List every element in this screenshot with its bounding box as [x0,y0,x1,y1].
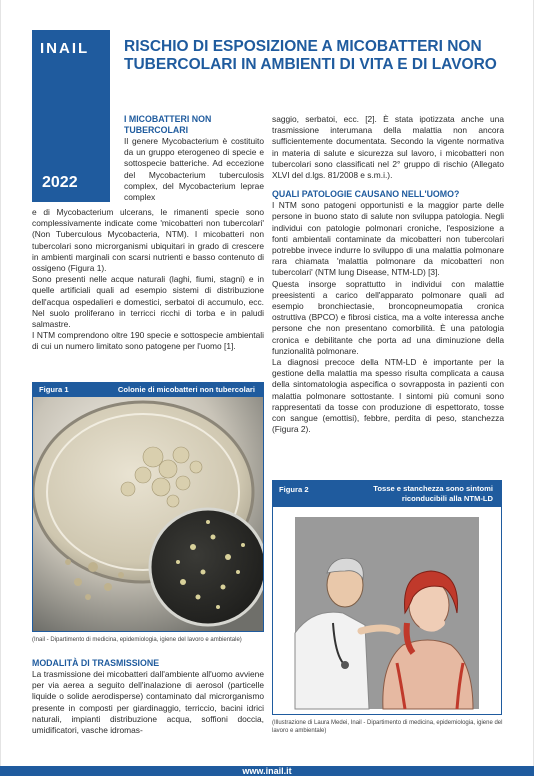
figure-2-header [273,481,501,507]
figure-1 [32,382,264,632]
petri-dish-photo [33,397,263,631]
page-title: RISCHIO DI ESPOSIZIONE A MICOBATTERI NON TUBERCOLARI IN AMBIENTI DI VITA E DI LAVORO [124,38,497,73]
col1-body [32,207,264,353]
doctor-patient-illustration [273,513,501,713]
figure-2-caption: Tosse e stanchezza sono sintomi riconducibili alla NTM-LD [373,484,493,503]
section-heading-patologie: QUALI PATOLOGIE CAUSANO NELL'UOMO? [272,189,460,200]
col1-bottom [32,658,264,736]
col1-paragraph-4: La trasmissione dei micobatteri dall'ambiente all'uomo avviene per via aerea a seguito dell'inalazione di aerosol (particelle liquide o solide aerodisperse) contaminato dal microrganismo presente in composti per giardinaggio, terriccio, bacini idrici naturali, impianti distribuzione acqua, soffioni doccia, umidificatori, vasche idromas- [32,669,264,736]
col2-paragraph-3: Questa insorge soprattutto in individui con malattie preesistenti a carico dell'apparato polmonare quali ad esempio bronchiectasie, broncopneumopatia cronica ostruttiva (BPCO) e fibrosi cistica, ma a volte interessa anche persone che non presentano comorbilità. È una patologia cronica e debilitante che porta ad una diminuzione della funzionalità polmonare. [272,278,504,356]
figure-2 [272,480,502,715]
col1-top [124,114,264,203]
col2-paragraph-4: La diagnosi precoce della NTM-LD è importante per la gestione della malattia ma spesso risulta complicata a causa della sintomatologia aspecifica o sovrapposta in pazienti con malattia polmonare sottostante. I sintomi più comuni sono rappresentati da tosse con produzione di espettorato, tosse con sangue (emottisi), febbre, perdita di peso, stanchezza (Figura 2). [272,357,504,435]
col1-paragraph-2: Sono presenti nelle acque naturali (laghi, fiumi, stagni) e in quelle artificiali quali ad esempio sistemi di distribuzione dell'acqua ospedalieri e domestici, serbatoi di accumulo, ecc. Nel suolo proliferano in terricci ricchi di torba e in paludi salmastre. [32,274,264,330]
figure-2-credit: (Illustrazione di Laura Medei, Inail - Dipartimento di medicina, epidemiologia, igiene del lavoro e ambientale) [272,720,503,734]
col1-paragraph-1-top: Il genere Mycobacterium è costituito da un gruppo eterogeneo di specie e sottospecie batteriche. Ad eccezione del Mycobacterium tuberculosis complex, del Mycobacterium leprae complex [124,136,264,203]
col2-paragraph-1: saggio, serbatoi, ecc. [2]. È stata ipotizzata anche una trasmissione interumana della malattia non ancora sufficientemente documentata. Secondo la vigente normativa in materia di salute e sicurezza sul lavoro, i micobatteri non tubercolari sono classificati nel 2° gruppo di rischio (Allegato XLVI del d.lgs. 81/2008 e s.m.i.). [272,114,504,181]
section-heading-ntm: I MICOBATTERI NON TUBERCOLARI [124,114,212,135]
figure-1-header [33,383,263,397]
publication-year: 2022 [42,174,78,191]
section-heading-trasmissione: MODALITÀ DI TRASMISSIONE [32,658,160,668]
col2-body [272,114,504,435]
figure-1-label: Figura 1 [39,385,69,394]
figure-2-label: Figura 2 [279,485,309,494]
col1-paragraph-3: I NTM comprendono oltre 190 specie e sottospecie ambientali di cui un numero limitato sono patogene per l'uomo [1]. [32,330,264,352]
brand-sidebar [32,30,110,202]
footer-url[interactable]: www.inail.it [0,766,534,776]
figure-1-credit: (Inail - Dipartimento di medicina, epidemiologia, igiene del lavoro e ambientale) [32,637,242,643]
col2-paragraph-2: I NTM sono patogeni opportunisti e la maggior parte delle persone in buono stato di salute non sviluppa patologia. Negli individui con patologie polmonari croniche, l'esposizione a fonti ambientali contaminate da micobatteri non tubercolari potrebbe invece indurre lo sviluppo di una malattia polmonare rara chiamata 'malattia polmonare da micobatteri non tubercolari' (NTM lung Disease, NTM-LD) [3]. [272,200,504,278]
figure-1-caption: Colonie di micobatteri non tubercolari [117,385,255,394]
col1-paragraph-1-bottom: e di Mycobacterium ulcerans, le rimanenti specie sono complessivamente indicate come 'micobatteri non tubercolari' (Non Tuberculous Mycobacteria, NTM). I micobatteri non tubercolari sono microrganismi ubiquitari in grado di crescere in ambienti marginali con scarsi nutrienti e basso contenuto di ossigeno (Figura 1). [32,207,264,274]
inail-logo: INAIL [40,40,90,57]
